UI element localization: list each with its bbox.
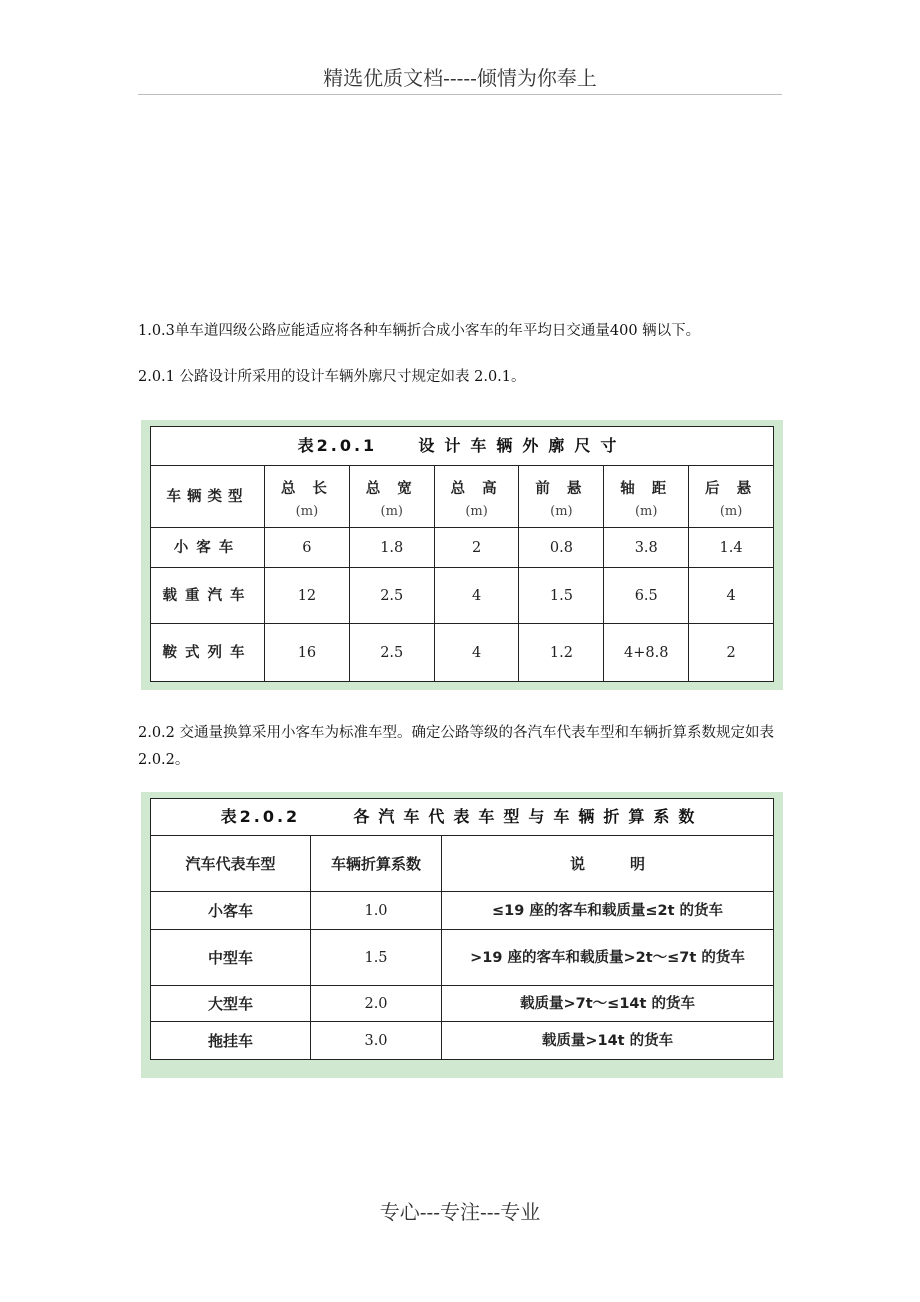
header-divider: [138, 94, 782, 95]
header-width: [349, 466, 434, 528]
table-2-0-2: [150, 835, 774, 1060]
table-2-0-1-caption-number: 表2.0.1: [297, 436, 378, 455]
description-cell: 载质量>14t 的货车: [442, 1022, 774, 1060]
header-vehicle-type: [151, 466, 265, 528]
table-2-0-2-header-row: [151, 836, 774, 892]
header-length-label: 总 长: [280, 481, 333, 497]
value-cell: 2: [434, 528, 519, 568]
table-2-0-1: [150, 465, 774, 682]
value-cell: 1.4: [689, 528, 774, 568]
vehicle-type-cell: 鞍式列车: [151, 624, 265, 682]
description-cell: >19 座的客车和载质量>2t～≤7t 的货车: [442, 930, 774, 986]
table-row: [151, 624, 774, 682]
factor-cell: 2.0: [311, 986, 442, 1022]
value-cell: 2: [689, 624, 774, 682]
value-cell: 0.8: [519, 528, 604, 568]
header-wheelbase-label: 轴 距: [620, 481, 673, 497]
description-cell: ≤19 座的客车和载质量≤2t 的货车: [442, 892, 774, 930]
paragraph-1-0-3: 1.0.3单车道四级公路应能适应将各种车辆折合成小客车的年平均日交通量400 辆以下。: [138, 323, 701, 339]
table-2-0-1-caption: [150, 426, 774, 465]
header-rear-overhang-label: 后 悬: [705, 481, 758, 497]
value-cell: 4: [434, 568, 519, 624]
table-row: [151, 568, 774, 624]
header-width-unit: (m): [380, 504, 403, 519]
value-cell: 1.5: [519, 568, 604, 624]
header-width-label: 总 宽: [365, 481, 418, 497]
header-conversion-factor: 车辆折算系数: [311, 836, 442, 892]
table-2-0-1-header-row: [151, 466, 774, 528]
vehicle-type-cell: 载重汽车: [151, 568, 265, 624]
factor-cell: 1.5: [311, 930, 442, 986]
header-front-overhang: [519, 466, 604, 528]
header-height-unit: (m): [465, 504, 488, 519]
header-height: [434, 466, 519, 528]
vehicle-model-cell: 大型车: [151, 986, 311, 1022]
value-cell: 12: [265, 568, 350, 624]
header-front-overhang-unit: (m): [550, 504, 573, 519]
header-rear-overhang: [689, 466, 774, 528]
table-row: [151, 986, 774, 1022]
table-2-0-2-caption-number: 表2.0.2: [220, 807, 301, 826]
table-2-0-2-caption-title: 各汽车代表车型与车辆折算系数: [353, 807, 704, 826]
table-row: [151, 528, 774, 568]
vehicle-model-cell: 小客车: [151, 892, 311, 930]
factor-cell: 3.0: [311, 1022, 442, 1060]
value-cell: 2.5: [349, 624, 434, 682]
value-cell: 4+8.8: [604, 624, 689, 682]
table-row: [151, 892, 774, 930]
page-footer: 专心---专注---专业: [379, 1200, 541, 1224]
value-cell: 4: [689, 568, 774, 624]
table-2-0-1-caption-title: 设计车辆外廓尺寸: [418, 436, 627, 455]
header-rear-overhang-unit: (m): [719, 504, 743, 519]
factor-cell: 1.0: [311, 892, 442, 930]
value-cell: 16: [265, 624, 350, 682]
header-description: 说 明: [442, 836, 774, 892]
header-wheelbase-unit: (m): [634, 504, 658, 519]
header-vehicle-type-label: 车辆类型: [166, 488, 249, 505]
header-wheelbase: [604, 466, 689, 528]
value-cell: 6: [265, 528, 350, 568]
page-header: 精选优质文档-----倾情为你奉上: [323, 66, 597, 90]
value-cell: 1.2: [519, 624, 604, 682]
value-cell: 6.5: [604, 568, 689, 624]
value-cell: 2.5: [349, 568, 434, 624]
value-cell: 4: [434, 624, 519, 682]
description-cell: 载质量>7t～≤14t 的货车: [442, 986, 774, 1022]
table-2-0-2-caption: [150, 798, 774, 835]
value-cell: 3.8: [604, 528, 689, 568]
table-2-0-2-frame: [141, 792, 783, 1078]
vehicle-model-cell: 拖挂车: [151, 1022, 311, 1060]
table-2-0-1-frame: [141, 420, 783, 690]
table-row: [151, 1022, 774, 1060]
paragraph-2-0-1: 2.0.1 公路设计所采用的设计车辆外廓尺寸规定如表 2.0.1。: [138, 369, 526, 385]
table-row: [151, 930, 774, 986]
value-cell: 1.8: [349, 528, 434, 568]
header-vehicle-model: 汽车代表车型: [151, 836, 311, 892]
paragraph-2-0-2: 2.0.2 交通量换算采用小客车为标准车型。确定公路等级的各汽车代表车型和车辆折算系数规定如表 2.0.2。: [138, 725, 774, 768]
header-front-overhang-label: 前 悬: [535, 481, 588, 497]
vehicle-type-cell: 小客车: [151, 528, 265, 568]
header-height-label: 总 高: [450, 481, 503, 497]
header-length-unit: (m): [295, 504, 319, 519]
vehicle-model-cell: 中型车: [151, 930, 311, 986]
header-length: [265, 466, 350, 528]
